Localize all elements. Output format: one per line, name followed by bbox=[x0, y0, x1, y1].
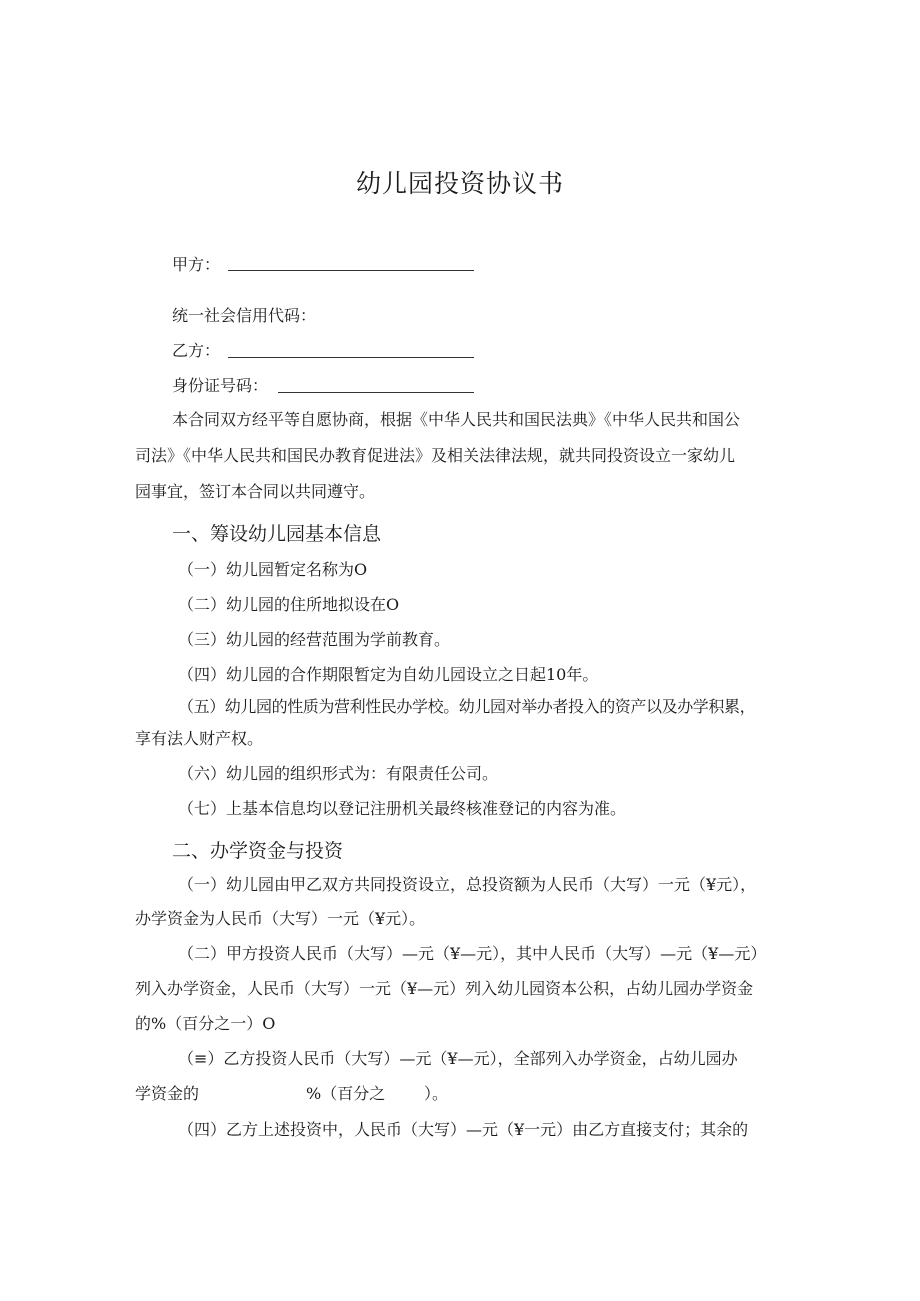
clause-line: （二）幼儿园的住所地拟设在O bbox=[178, 595, 400, 614]
section-heading: 一、筹设幼儿园基本信息 bbox=[172, 523, 382, 545]
clause-line: 的%（百分之一）O bbox=[135, 1014, 276, 1033]
clause-line: （五）幼儿园的性质为营利性民办学校。幼儿园对举办者投入的资产以及办学积累， bbox=[178, 697, 756, 716]
clause-line: （三）幼儿园的经营范围为学前教育。 bbox=[178, 630, 451, 649]
clause-line: 享有法人财产权。 bbox=[135, 729, 264, 748]
id-number-blank bbox=[278, 392, 474, 393]
party-a-blank bbox=[228, 270, 474, 271]
clause-line: （四）幼儿园的合作期限暂定为自幼儿园设立之日起10年。 bbox=[178, 665, 599, 684]
clause-line: %（百分之 bbox=[306, 1084, 386, 1103]
clause-line: 列入办学资金，人民币（大写）一元（¥—元）列入幼儿园资本公积，占幼儿园办学资金 bbox=[135, 979, 754, 998]
clause-line: （一）幼儿园暂定名称为O bbox=[178, 560, 368, 579]
clause-line: （七）上基本信息均以登记注册机关最终核准登记的内容为准。 bbox=[178, 799, 627, 818]
clause-line: ）。 bbox=[424, 1084, 449, 1103]
page-title: 幼儿园投资协议书 bbox=[355, 169, 564, 198]
party-b-blank bbox=[228, 357, 474, 358]
id-number-label: 身份证号码： bbox=[172, 376, 269, 395]
clause-line: （四）乙方上述投资中，人民币（大写）—元（¥一元）由乙方直接支付；其余的 bbox=[178, 1120, 749, 1139]
clause-line: 学资金的 bbox=[135, 1084, 200, 1103]
preamble-line: 司法》《中华人民共和国民办教育促进法》及相关法律法规，就共同投资设立一家幼儿 bbox=[135, 446, 736, 465]
party-b-label: 乙方： bbox=[172, 341, 221, 360]
section-heading: 二、办学资金与投资 bbox=[172, 840, 344, 862]
clause-line: （≡）乙方投资人民币（大写）—元（¥—元），全部列入办学资金，占幼儿园办 bbox=[178, 1049, 738, 1068]
clause-line: （一）幼儿园由甲乙双方共同投资设立，总投资额为人民币（大写）一元（¥元）， bbox=[178, 875, 757, 894]
clause-line: 办学资金为人民币（大写）一元（¥元）。 bbox=[135, 909, 426, 928]
preamble-line: 园事宜，签订本合同以共同遵守。 bbox=[135, 482, 376, 501]
preamble-line: 本合同双方经平等自愿协商，根据《中华人民共和国民法典》《中华人民共和国公 bbox=[172, 410, 741, 429]
clause-line: （二）甲方投资人民币（大写）—元（¥—元），其中人民币（大写）—元（¥—元） bbox=[178, 944, 767, 963]
party-a-label: 甲方： bbox=[172, 255, 221, 274]
credit-code-label: 统一社会信用代码： bbox=[172, 306, 317, 325]
clause-line: （六）幼儿园的组织形式为：有限责任公司。 bbox=[178, 764, 499, 783]
